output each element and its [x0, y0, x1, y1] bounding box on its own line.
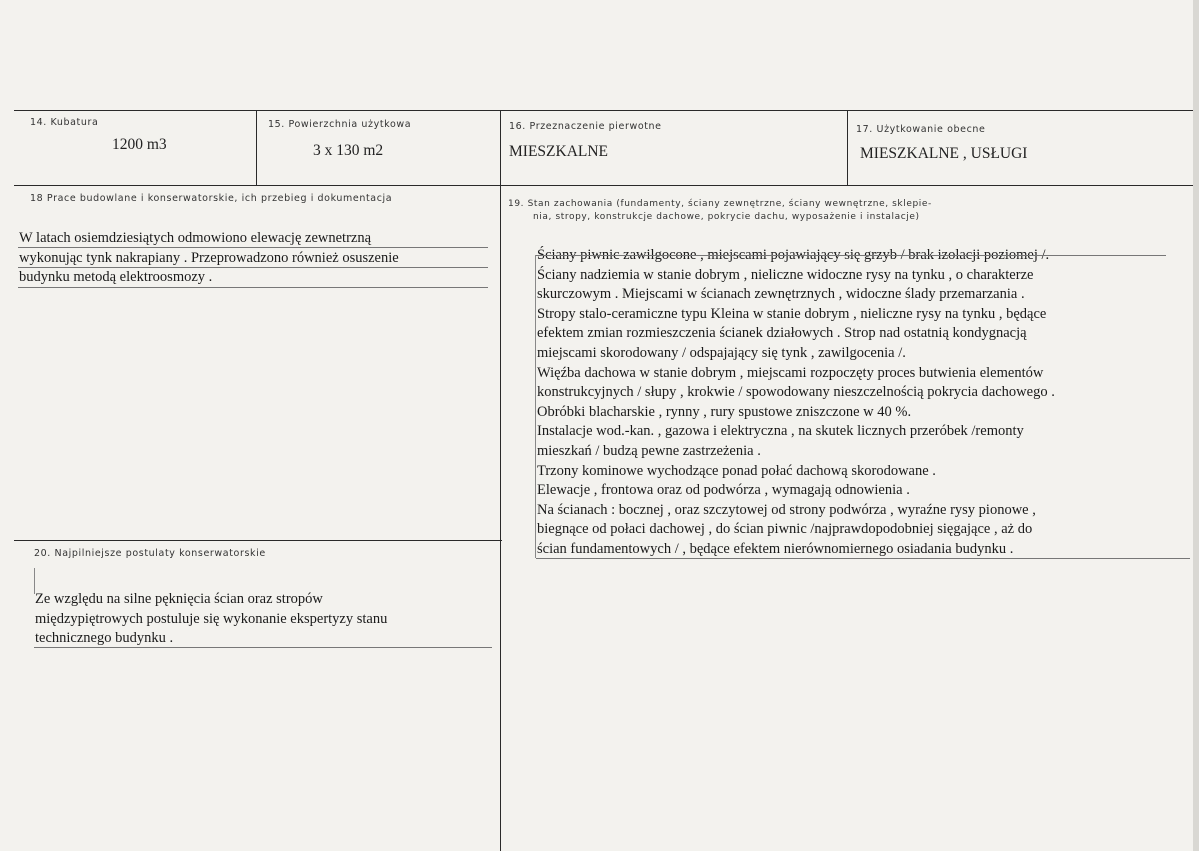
field-18-rule [18, 247, 488, 248]
field-19-label-line-1: 19. Stan zachowania (fundamenty, ściany zewnętrzne, ściany wewnętrzne, sklepie- [508, 199, 932, 209]
field-19-rule-top [536, 255, 1166, 256]
section-20-top [14, 540, 502, 541]
field-20-line: technicznego budynku . [35, 630, 174, 647]
field-18-rule [18, 287, 488, 288]
field-14-value: 1200 m3 [112, 136, 167, 153]
field-18-label: 18 Prace budowlane i konserwatorskie, ich przebieg i dokumentacja [30, 193, 393, 204]
field-19-line: Na ścianach : bocznej , oraz szczytowej od strony podwórza , wyraźne rysy pionowe , [537, 501, 1036, 518]
field-14-label: 14. Kubatura [30, 117, 99, 128]
field-18-line: budynku metodą elektroosmozy . [19, 269, 213, 286]
field-19-line: Obróbki blacharskie , rynny , rury spustowe zniszczone w 40 %. [537, 403, 912, 420]
field-19-rule-bottom [536, 558, 1190, 559]
field-20-line: Ze względu na silne pęknięcia ścian oraz stropów [35, 591, 323, 607]
field-18-rule [18, 267, 488, 268]
field-20-text [35, 590, 387, 649]
divider-15-16 [500, 110, 501, 851]
divider-14-15 [256, 110, 257, 185]
header-row-bottom [14, 185, 1198, 186]
divider-16-17 [847, 110, 848, 185]
field-19-line: Ściany piwnic zawilgocone , miejscami pojawiający się grzyb / brak izolacji poziomej /. [537, 247, 1050, 263]
field-20-line: międzypiętrowych postuluje się wykonanie ekspertyzy stanu [35, 610, 388, 627]
field-16-label: 16. Przeznaczenie pierwotne [509, 121, 662, 132]
field-19-line: mieszkań / budzą pewne zastrzeżenia . [537, 442, 761, 459]
field-19-line: Elewacje , frontowa oraz od podwórza , wymagają odnowienia . [537, 482, 910, 499]
field-19-line: Więźba dachowa w stanie dobrym , miejscami rozpoczęty proces butwienia elementów [537, 364, 1044, 381]
field-19-line: efektem zmian rozmieszczenia ścianek działowych . Strop nad ostatnią kondygnacją [537, 325, 1027, 342]
field-19-line: Stropy stalo-ceramiczne typu Kleina w stanie dobrym , nieliczne rysy na tynku , będące [537, 305, 1047, 322]
field-19-line: biegnące od połaci dachowej , do ścian piwnic /najprawdopodobniej sięgające , aż do [537, 521, 1033, 538]
field-19-line: ścian fundamentowych / , będące efektem nierównomiernego osiadania budynku . [537, 540, 1014, 557]
scan-edge [1193, 0, 1199, 851]
field-15-label: 15. Powierzchnia użytkowa [268, 119, 412, 130]
field-17-value: MIESZKALNE , USŁUGI [860, 145, 1028, 162]
field-19-line: miejscami skorodowany / odspajający się tynk , zawilgocenia /. [537, 344, 906, 361]
field-20-rule-left [34, 568, 35, 594]
field-18-text [19, 229, 399, 288]
field-15-value: 3 x 130 m2 [313, 142, 384, 159]
field-16-value: MIESZKALNE [509, 143, 609, 160]
field-19-line: Trzony kominowe wychodzące ponad połać dachową skorodowane . [537, 462, 936, 479]
field-20-label: 20. Najpilniejsze postulaty konserwatorskie [34, 548, 266, 559]
field-17-label: 17. Użytkowanie obecne [856, 124, 986, 135]
field-19-rule-left [535, 255, 536, 558]
field-18-line: W latach osiemdziesiątych odmowiono elewację zewnetrzną [19, 230, 372, 246]
field-19-line: Ściany nadziemia w stanie dobrym , nieliczne widoczne rysy na tynku , o charakterze [537, 266, 1034, 283]
field-19-text [537, 246, 1055, 560]
field-19-label-line-2: nia, stropy, konstrukcje dachowe, pokrycie dachu, wyposażenie i instalacje) [533, 212, 920, 222]
field-19-line: skurczowym . Miejscami w ścianach zewnętrznych , widoczne ślady przemarzania . [537, 286, 1025, 303]
field-18-line: wykonując tynk nakrapiany . Przeprowadzono również osuszenie [19, 249, 399, 266]
field-20-rule [34, 647, 492, 648]
field-19-line: Instalacje wod.-kan. , gazowa i elektryczna , na skutek licznych przeróbek /remonty [537, 423, 1024, 440]
field-19-line: konstrukcyjnych / słupy , krokwie / spowodowany nieszczelnością pokrycia dachowego . [537, 384, 1055, 401]
top-border [14, 110, 1198, 111]
